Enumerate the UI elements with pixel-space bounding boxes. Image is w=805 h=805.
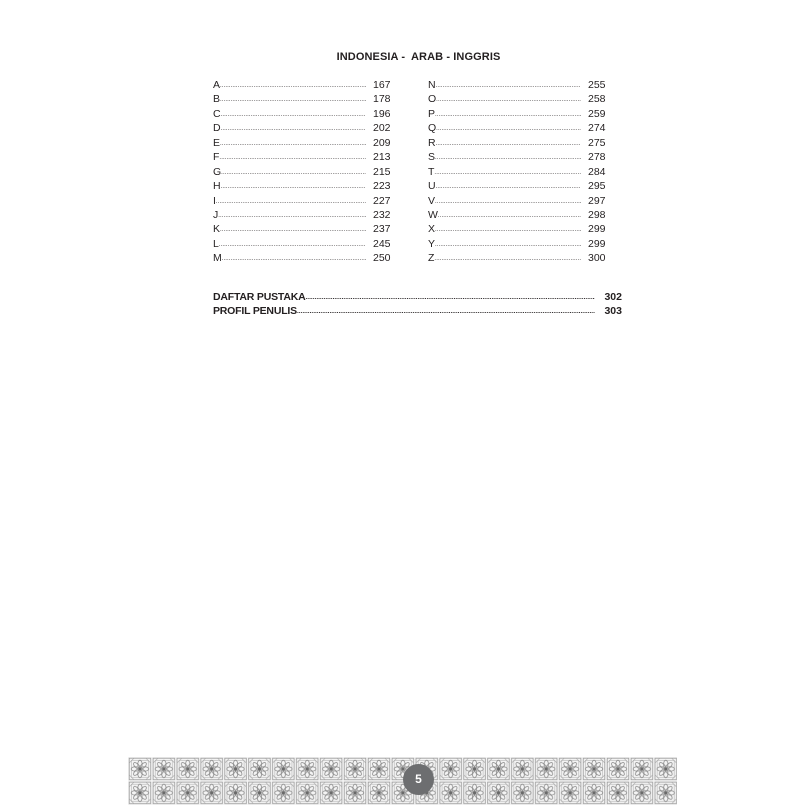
toc-entry-letter: T bbox=[428, 165, 435, 178]
toc-entry[interactable] bbox=[428, 251, 608, 265]
toc-entry-page: 275 bbox=[588, 136, 606, 149]
toc-entry[interactable] bbox=[213, 251, 393, 265]
toc-entry-label: PROFIL PENULIS bbox=[213, 305, 297, 318]
toc-entry-profil-penulis[interactable] bbox=[213, 304, 622, 318]
leader-dots bbox=[436, 122, 581, 136]
leader-dots bbox=[218, 209, 366, 223]
toc-entry[interactable] bbox=[213, 222, 393, 236]
toc-entry-letter: W bbox=[428, 208, 438, 221]
toc-entry[interactable] bbox=[213, 107, 393, 121]
toc-entry-page: 298 bbox=[588, 208, 606, 221]
toc-entry-letter: A bbox=[213, 79, 221, 91]
toc-entry-letter: J bbox=[213, 208, 219, 221]
toc-entry-page: 215 bbox=[373, 165, 391, 178]
leader-dots bbox=[219, 238, 366, 252]
toc-entry[interactable] bbox=[213, 165, 393, 179]
leader-dots bbox=[221, 108, 366, 122]
toc-entry-page: 297 bbox=[588, 194, 606, 207]
leader-dots bbox=[221, 166, 366, 180]
toc-entry-page: 302 bbox=[604, 291, 622, 303]
leader-dots bbox=[221, 180, 366, 194]
toc-entry-page: 299 bbox=[588, 237, 606, 250]
leader-dots bbox=[220, 223, 366, 237]
toc-entry[interactable] bbox=[428, 150, 608, 164]
toc-entry[interactable] bbox=[428, 208, 608, 222]
toc-entry-page: 258 bbox=[588, 93, 606, 106]
toc-entry[interactable] bbox=[213, 92, 393, 106]
toc-entry-letter: C bbox=[213, 107, 221, 120]
leader-dots bbox=[436, 180, 581, 194]
toc-entry-letter: Z bbox=[428, 252, 435, 265]
leader-dots bbox=[435, 108, 581, 122]
toc-entry[interactable] bbox=[428, 194, 608, 208]
toc-entry[interactable] bbox=[428, 92, 608, 106]
toc-entry[interactable] bbox=[428, 237, 608, 251]
leader-dots bbox=[220, 93, 366, 107]
toc-entry-page: 295 bbox=[588, 180, 606, 193]
toc-entry-letter: I bbox=[213, 194, 216, 207]
toc-entry-daftar-pustaka[interactable] bbox=[213, 290, 622, 304]
page-number-badge: 5 bbox=[403, 764, 434, 795]
leader-dots bbox=[436, 93, 581, 107]
toc-entry-letter: D bbox=[213, 122, 221, 135]
toc-entry[interactable] bbox=[428, 179, 608, 193]
leader-dots bbox=[222, 252, 366, 266]
toc-entry[interactable] bbox=[428, 222, 608, 236]
toc-entry-letter: P bbox=[428, 107, 436, 120]
page-title: INDONESIA - ARAB - INGGRIS bbox=[336, 51, 501, 63]
toc-entry-page: 303 bbox=[604, 305, 622, 318]
toc-entry[interactable] bbox=[428, 121, 608, 135]
toc-entry-letter: H bbox=[213, 180, 221, 193]
toc-entry-letter: E bbox=[213, 136, 221, 149]
toc-entry-label: DAFTAR PUSTAKA bbox=[213, 291, 306, 303]
toc-entry[interactable] bbox=[213, 194, 393, 208]
leader-dots bbox=[436, 79, 581, 93]
toc-entry-letter: F bbox=[213, 151, 220, 164]
toc-entry-letter: Q bbox=[428, 122, 437, 135]
toc-entry-letter: Y bbox=[428, 237, 436, 250]
toc-entry-page: 245 bbox=[373, 237, 391, 250]
toc-entry-page: 278 bbox=[588, 151, 606, 164]
leader-dots bbox=[438, 209, 581, 223]
toc-left-column bbox=[213, 78, 393, 266]
toc-entry-letter: L bbox=[213, 237, 219, 250]
toc-entry-page: 237 bbox=[373, 223, 391, 236]
leader-dots bbox=[434, 252, 581, 266]
leader-dots bbox=[435, 195, 581, 209]
leader-dots bbox=[297, 305, 596, 319]
toc-entry-page: 274 bbox=[588, 122, 606, 135]
leader-dots bbox=[305, 291, 595, 305]
toc-entry-letter: N bbox=[428, 79, 436, 91]
toc-entry-page: 209 bbox=[373, 136, 391, 149]
toc-entry[interactable] bbox=[213, 208, 393, 222]
toc-entry-letter: U bbox=[428, 180, 436, 193]
leader-dots bbox=[220, 137, 366, 151]
toc-entry[interactable] bbox=[213, 179, 393, 193]
toc-entry-letter: O bbox=[428, 93, 437, 106]
toc-entry-letter: K bbox=[213, 223, 221, 236]
toc-entry-letter: X bbox=[428, 223, 436, 236]
leader-dots bbox=[434, 166, 581, 180]
toc-entry-page: 300 bbox=[588, 252, 606, 265]
toc-entry[interactable] bbox=[428, 136, 608, 150]
toc-entry-letter: R bbox=[428, 136, 436, 149]
leader-dots bbox=[219, 151, 366, 165]
toc-entry-page: 299 bbox=[588, 223, 606, 236]
toc-entry-page: 167 bbox=[373, 79, 391, 91]
leader-dots bbox=[216, 195, 366, 209]
leader-dots bbox=[220, 79, 366, 93]
toc-entry-letter: V bbox=[428, 194, 436, 207]
toc-entry[interactable] bbox=[428, 107, 608, 121]
toc-entry-letter: M bbox=[213, 252, 222, 265]
toc-right-column bbox=[428, 78, 608, 266]
toc-entry-letter: B bbox=[213, 93, 221, 106]
toc-entry-page: 227 bbox=[373, 194, 391, 207]
toc-entry[interactable] bbox=[213, 237, 393, 251]
leader-dots bbox=[221, 122, 366, 136]
toc-entry-page: 196 bbox=[373, 107, 391, 120]
leader-dots bbox=[435, 223, 581, 237]
toc-entry[interactable] bbox=[213, 78, 393, 92]
leader-dots bbox=[435, 238, 581, 252]
toc-entry-page: 178 bbox=[373, 93, 391, 106]
toc-entry-page: 255 bbox=[588, 79, 606, 91]
toc-entry-page: 223 bbox=[373, 180, 391, 193]
toc-entry-letter: G bbox=[213, 165, 222, 178]
toc-entry-page: 259 bbox=[588, 107, 606, 120]
leader-dots bbox=[436, 137, 581, 151]
toc-entry-page: 213 bbox=[373, 151, 391, 164]
toc-entry[interactable] bbox=[213, 136, 393, 150]
toc-entry[interactable] bbox=[428, 165, 608, 179]
toc-entry-page: 202 bbox=[373, 122, 391, 135]
toc-entry-page: 250 bbox=[373, 252, 391, 265]
back-matter-list bbox=[213, 290, 622, 318]
leader-dots bbox=[435, 151, 581, 165]
toc-entry[interactable] bbox=[428, 78, 608, 92]
toc-entry[interactable] bbox=[213, 150, 393, 164]
toc-entry[interactable] bbox=[213, 121, 393, 135]
toc-entry-page: 232 bbox=[373, 208, 391, 221]
toc-entry-page: 284 bbox=[588, 165, 606, 178]
toc-entry-letter: S bbox=[428, 151, 436, 164]
